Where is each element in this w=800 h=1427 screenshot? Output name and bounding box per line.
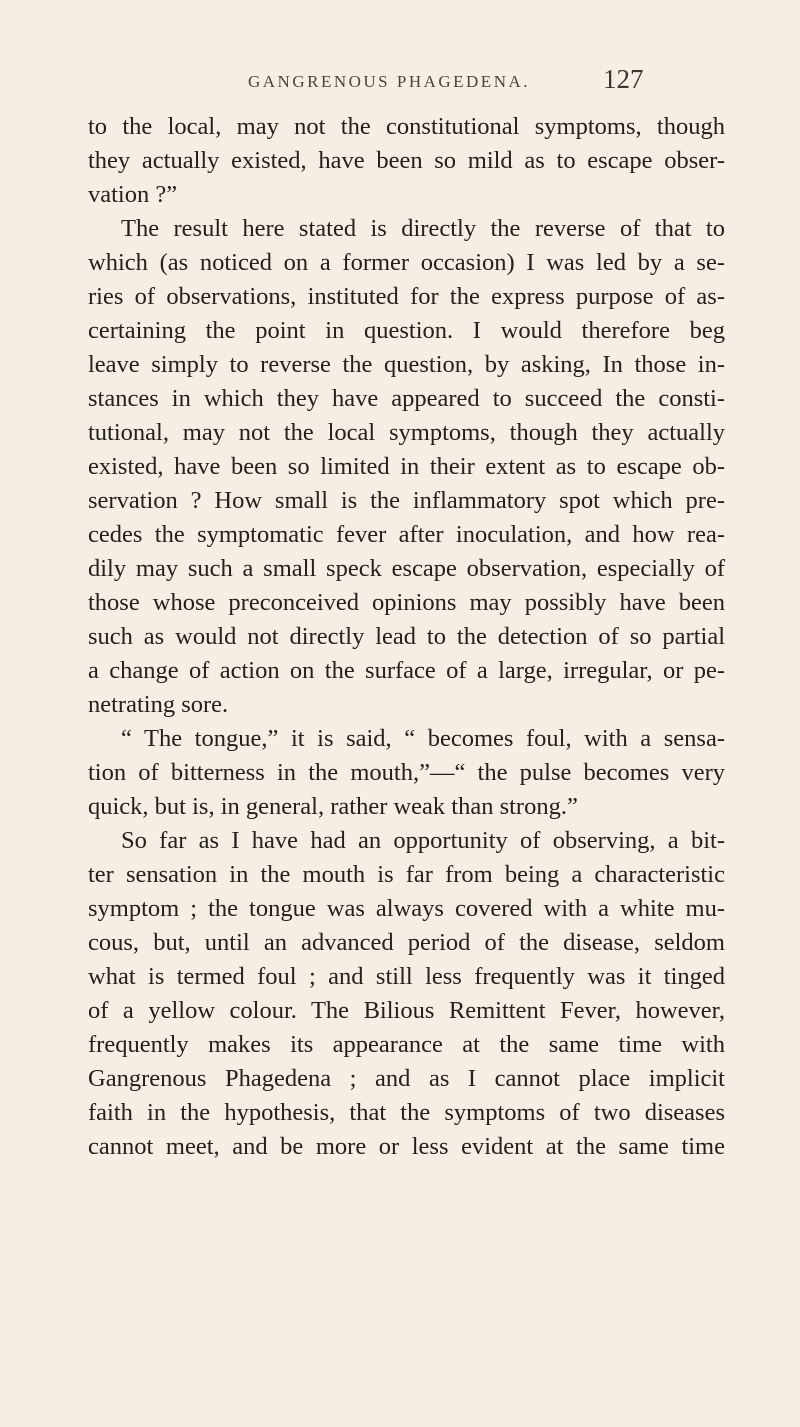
text-line: dily may such a small speck escape observation, especially of: [88, 555, 725, 582]
text-line: such as would not directly lead to the detection of so partial: [88, 623, 725, 650]
text-line: netrating sore.: [88, 691, 229, 718]
text-line: tion of bitterness in the mouth,”—“ the pulse becomes very: [88, 759, 725, 786]
text-line: vation ?”: [88, 181, 178, 208]
text-line: a change of action on the surface of a large, irregular, or pe-: [88, 657, 725, 684]
text-line: they actually existed, have been so mild as to escape obser-: [88, 147, 725, 174]
text-line: cannot meet, and be more or less evident at the same time: [88, 1133, 725, 1160]
text-line: faith in the hypothesis, that the symptoms of two diseases: [88, 1099, 725, 1126]
text-line: ries of observations, instituted for the express purpose of as-: [88, 283, 725, 310]
text-line: those whose preconceived opinions may possibly have been: [88, 589, 725, 616]
text-line: frequently makes its appearance at the same time with: [88, 1031, 725, 1058]
page-number: 127: [603, 64, 644, 94]
text-line: existed, have been so limited in their extent as to escape ob-: [88, 453, 725, 480]
text-line: to the local, may not the constitutional symptoms, though: [88, 113, 725, 140]
text-line: servation ? How small is the inflammatory spot which pre-: [88, 487, 725, 514]
text-line: The result here stated is directly the reverse of that to: [121, 215, 725, 242]
text-line: cedes the symptomatic fever after inoculation, and how rea-: [88, 521, 725, 548]
text-line: stances in which they have appeared to succeed the consti-: [88, 385, 725, 412]
text-line: tutional, may not the local symptoms, though they actually: [88, 419, 725, 446]
text-line: quick, but is, in general, rather weak than strong.”: [88, 793, 578, 820]
text-line: ter sensation in the mouth is far from being a characteristic: [88, 861, 725, 888]
running-title: GANGRENOUS PHAGEDENA.: [248, 72, 530, 91]
text-line: which (as noticed on a former occasion) I was led by a se-: [88, 249, 725, 276]
text-line: certaining the point in question. I would therefore beg: [88, 317, 725, 344]
text-line: what is termed foul ; and still less frequently was it tinged: [88, 963, 725, 990]
text-line: symptom ; the tongue was always covered with a white mu-: [88, 895, 725, 922]
text-line: Gangrenous Phagedena ; and as I cannot place implicit: [88, 1065, 725, 1092]
text-line: of a yellow colour. The Bilious Remittent Fever, however,: [88, 997, 725, 1024]
text-line: leave simply to reverse the question, by asking, In those in-: [88, 351, 725, 378]
text-line: cous, but, until an advanced period of the disease, seldom: [88, 929, 725, 956]
text-line: “ The tongue,” it is said, “ becomes foul, with a sensa-: [121, 725, 725, 752]
text-line: So far as I have had an opportunity of observing, a bit-: [121, 827, 725, 854]
